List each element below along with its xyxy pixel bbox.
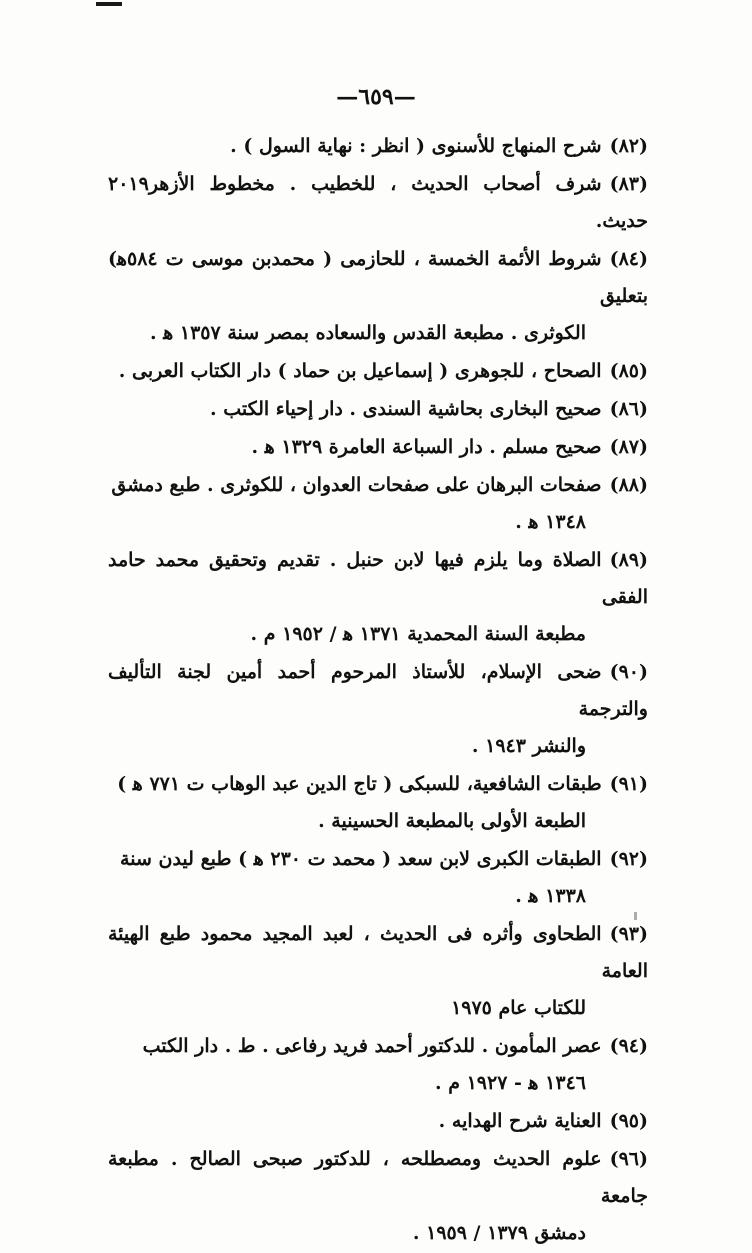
page-number: —٦٥٩— — [336, 84, 416, 110]
entry-continuation: دمشق ١٣٧٩ / ١٩٥٩ . — [412, 1222, 586, 1244]
entry-text: شروط الأئمة الخمسة ، للحازمى ( محمدبن موسى ت ٥٨٤ﻫ) بتعليق — [108, 248, 648, 307]
entry-continuation: الكوثرى . مطبعة القدس والسعاده بمصر سنة ١٣٥٧ ﻫ . — [150, 322, 586, 344]
entry-continuation: ١٣٤٦ ﻫ - ١٩٢٧ م . — [434, 1072, 586, 1094]
entry-number: (٨٥) — [609, 360, 648, 382]
bibliography-entry — [108, 353, 648, 390]
bibliography-entry — [108, 1028, 648, 1102]
bibliography-entry — [108, 241, 648, 352]
entry-number: (٩٥) — [609, 1110, 648, 1132]
entry-text: ضحى الإسلام، للأستاذ المرحوم أحمد أمين لجنة التأليف والترجمة — [108, 661, 648, 720]
bibliography-entry — [108, 654, 648, 765]
bibliography-entry — [108, 391, 648, 428]
entry-number: (٩٦) — [609, 1148, 648, 1170]
scan-artifact-mark — [96, 2, 122, 6]
bibliography-entry — [108, 1103, 648, 1140]
entry-number: (٨٩) — [609, 549, 648, 571]
entry-number: (٩٣) — [609, 923, 648, 945]
bibliography-entry — [108, 542, 648, 653]
entry-continuation: الطبعة الأولى بالمطبعة الحسينية . — [318, 810, 586, 832]
entry-text: الصحاح ، للجوهرى ( إسماعيل بن حماد ) دار الكتاب العربى . — [118, 360, 602, 382]
entry-number: (٨٢) — [609, 135, 648, 157]
bibliography-entry — [108, 166, 648, 240]
entry-text: علوم الحديث ومصطلحه ، للدكتور صبحى الصالح . مطبعة جامعة — [108, 1148, 648, 1207]
bibliography-entry — [108, 1141, 648, 1252]
entry-number: (٨٦) — [609, 398, 648, 420]
entry-text: عصر المأمون . للدكتور أحمد فريد رفاعى . ط . دار الكتب — [142, 1035, 602, 1057]
entry-text: شرف أصحاب الحديث ، للخطيب . مخطوط الأزهر٢٠١٩ حديث. — [108, 173, 648, 232]
bibliography-entry — [108, 467, 648, 541]
scan-speck — [634, 912, 637, 920]
entry-text: شرح المنهاج للأسنوى ( انظر : نهاية السول ) . — [230, 135, 602, 157]
entry-continuation: ١٣٤٨ ﻫ . — [515, 511, 586, 533]
entry-number: (٨٧) — [609, 436, 648, 458]
entry-continuation: والنشر ١٩٤٣ . — [471, 735, 586, 757]
entry-continuation: ١٣٣٨ ﻫ . — [515, 885, 586, 907]
entry-text: صفحات البرهان على صفحات العدوان ، للكوثرى . طبع دمشق — [111, 474, 602, 496]
entry-text: الصلاة وما يلزم فيها لابن حنبل . تقديم وتحقيق محمد حامد الفقى — [108, 549, 648, 608]
bibliography-entry — [108, 766, 648, 840]
bibliography-entry — [108, 128, 648, 165]
entry-text: صحيح مسلم . دار السباعة العامرة ١٣٢٩ ﻫ . — [251, 436, 602, 458]
bibliography-list — [108, 128, 648, 1253]
entry-text: صحيح البخارى بحاشية السندى . دار إحياء الكتب . — [210, 398, 602, 420]
entry-number: (٨٤) — [609, 248, 648, 270]
entry-number: (٩١) — [609, 773, 648, 795]
entry-number: (٩٠) — [609, 661, 648, 683]
entry-number: (٩٢) — [609, 848, 648, 870]
entry-number: (٨٨) — [609, 474, 648, 496]
entry-text: الطحاوى وأثره فى الحديث ، لعبد المجيد محمود طبع الهيئة العامة — [108, 923, 648, 982]
entry-continuation: مطبعة السنة المحمدية ١٣٧١ ﻫ / ١٩٥٢ م . — [250, 623, 586, 645]
entry-number: (٨٣) — [609, 173, 648, 195]
entry-number: (٩٤) — [609, 1035, 648, 1057]
entry-text: العناية شرح الهدايه . — [438, 1110, 602, 1132]
bibliography-entry — [108, 841, 648, 915]
entry-continuation: للكتاب عام ١٩٧٥ — [451, 997, 586, 1019]
entry-text: الطبقات الكبرى لابن سعد ( محمد ت ٢٣٠ ﻫ ) طبع ليدن سنة — [120, 848, 602, 870]
bibliography-entry — [108, 429, 648, 466]
bibliography-entry — [108, 916, 648, 1027]
entry-text: طبقات الشافعية، للسبكى ( تاج الدين عبد الوهاب ت ٧٧١ ﻫ ) — [117, 773, 602, 795]
